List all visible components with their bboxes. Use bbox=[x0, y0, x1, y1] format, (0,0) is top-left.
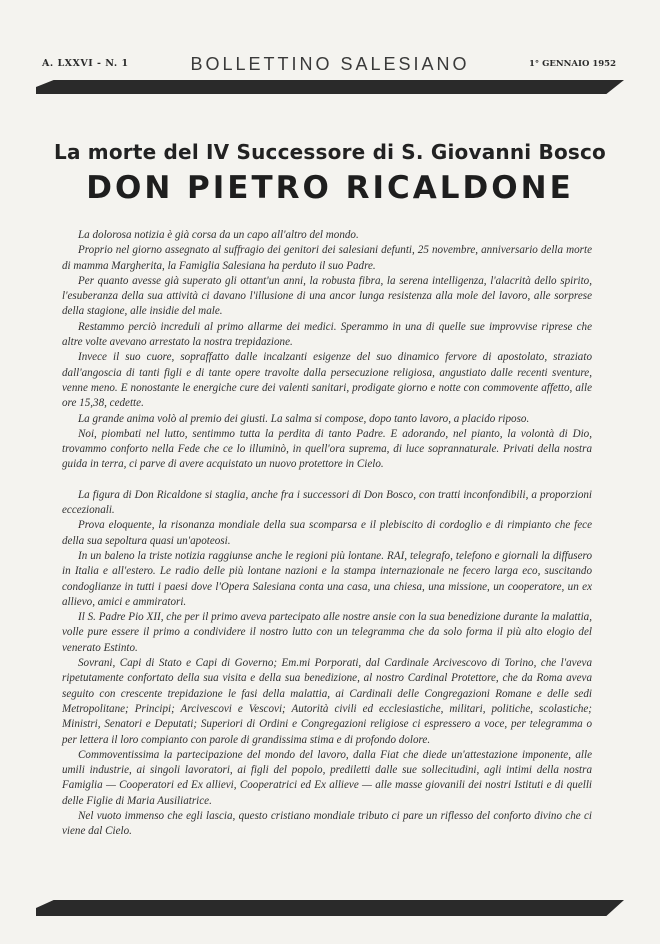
paragraph: La figura di Don Ricaldone si staglia, anche fra i successori di Don Bosco, con tratti inconfondibili, a proporzioni eccezionali. bbox=[62, 488, 592, 517]
paragraph: Proprio nel giorno assegnato al suffragio dei genitori dei salesiani defunti, 25 novembre, anniversario della morte di mamma Margherita, la Famiglia Salesiana ha perduto il suo Padre. bbox=[62, 244, 592, 272]
paragraph: Nel vuoto immenso che egli lascia, questo cristiano mondiale tributo ci pare un riflesso del conforto divino che ci viene dal Cielo. bbox=[62, 809, 592, 838]
issue-date: 1° GENNAIO 1952 bbox=[529, 59, 616, 69]
paragraph: Commoventissima la partecipazione del mondo del lavoro, dalla Fiat che diede un'attestazione imponente, alle umili industrie, ai singoli lavoratori, ai figli del popolo, prediletti dalle sue sollecitudini, agli intimi della nostra Famiglia — Cooperatori ed Ex allievi, Cooperatrici ed Ex allieve — alle masse giovanili dei nostri Istituti e di quelli delle Figlie di Maria Ausiliatrice. bbox=[62, 748, 592, 807]
header-rule bbox=[36, 80, 624, 94]
article-body bbox=[62, 228, 592, 840]
paragraph: La dolorosa notizia è già corsa da un capo all'altro del mondo. bbox=[78, 229, 359, 241]
paragraph: Prova eloquente, la risonanza mondiale della sua scomparsa e il plebiscito di cordoglio e di rimpianto che fece della sua sepoltura quasi un'apoteosi. bbox=[62, 519, 592, 547]
issue-number: A. LXXVI - N. 1 bbox=[42, 58, 129, 69]
footer-rule bbox=[36, 900, 624, 916]
paragraph: Il S. Padre Pio XII, che per il primo aveva partecipato alle nostre ansie con la sua benedizione durante la malattia, volle pure essere il primo a condividere il nostro lutto con un telegramma che da solo forma il più alto elogio del venerato Estinto. bbox=[62, 611, 592, 654]
page-header bbox=[38, 54, 622, 74]
paragraph: In un baleno la triste notizia raggiunse anche le regioni più lontane. RAI, telegrafo, telefono e giornali la diffusero in Italia e all'estero. Le radio delle più lontane nazioni e la stampa internazionale ne fecero larga eco, suscitando condoglianze in tutti i paesi dove l'Opera Salesiana conta una casa, una chiesa, una missione, un cooperatore, un ex allievo, amici e ammiratori. bbox=[62, 549, 592, 608]
paragraph: Restammo perciò increduli al primo allarme dei medici. Sperammo in una di quelle sue improvvise riprese che altre volte avevano arrestato la nostra trepidazione. bbox=[62, 320, 592, 349]
paragraph: Invece il suo cuore, sopraffatto dalle incalzanti esigenze del suo dinamico fervore di apostolato, straziato dall'angoscia di tanti figli e di tante opere travolte dalla persecuzione religiosa, angustiato dalle recenti sventure, venne meno. E nonostante le energiche cure dei valenti sanitari, prodigate giorno e notte con commovente affetto, alle ore 15,38, cedette. bbox=[62, 351, 592, 410]
paragraph: Noi, piombati nel lutto, sentimmo tutta la perdita di tanto Padre. E adorando, nel pianto, la volontà di Dio, trovammo conforto nella Fede che ce lo illuminò, in quell'ora suprema, di luce soprannaturale. Privati della nostra guida in terra, ci parve di avere acquistato un nuovo protettore in Cielo. bbox=[62, 427, 592, 471]
publication-title: BOLLETTINO SALESIANO bbox=[190, 54, 470, 74]
article-kicker: La morte del IV Successore di S. Giovanni Bosco bbox=[54, 140, 606, 164]
paragraph: La grande anima volò al premio dei giusti. La salma si compose, dopo tanto lavoro, a placido riposo. bbox=[78, 412, 530, 425]
paragraph: Sovrani, Capi di Stato e Capi di Governo; Em.mi Porporati, dal Cardinale Arcivescovo di Torino, che l'aveva ripetutamente confortato della sua visita e della sua benedizione, al nostro Cardinal Protettore, che da Roma aveva seguito con crescente trepidazione le fasi della malattia, ai Cardinali delle Congregazioni Romane e delle sedi Metropolitane; Principi; Arcivescovi e Vescovi; Autorità civili ed ecclesiastiche, militari, politiche, scolastiche; Ministri, Senatori e Deputati; Superiori di Ordini e Congregazioni religiose ci espressero a voce, per telegramma o per lettera il loro compianto con parole di grandissima stima e di profondo dolore. bbox=[62, 657, 592, 746]
paragraph: Per quanto avesse già superato gli ottant'un anni, la robusta fibra, la serena intelligenza, l'alacrità dello spirito, l'esuberanza della sua attività ci davano l'illusione di una ancor lunga resistenza alla mole del lavoro, alle sorprese della stagione, alle insidie del male. bbox=[62, 274, 592, 318]
article-title: DON PIETRO RICALDONE bbox=[86, 170, 574, 206]
